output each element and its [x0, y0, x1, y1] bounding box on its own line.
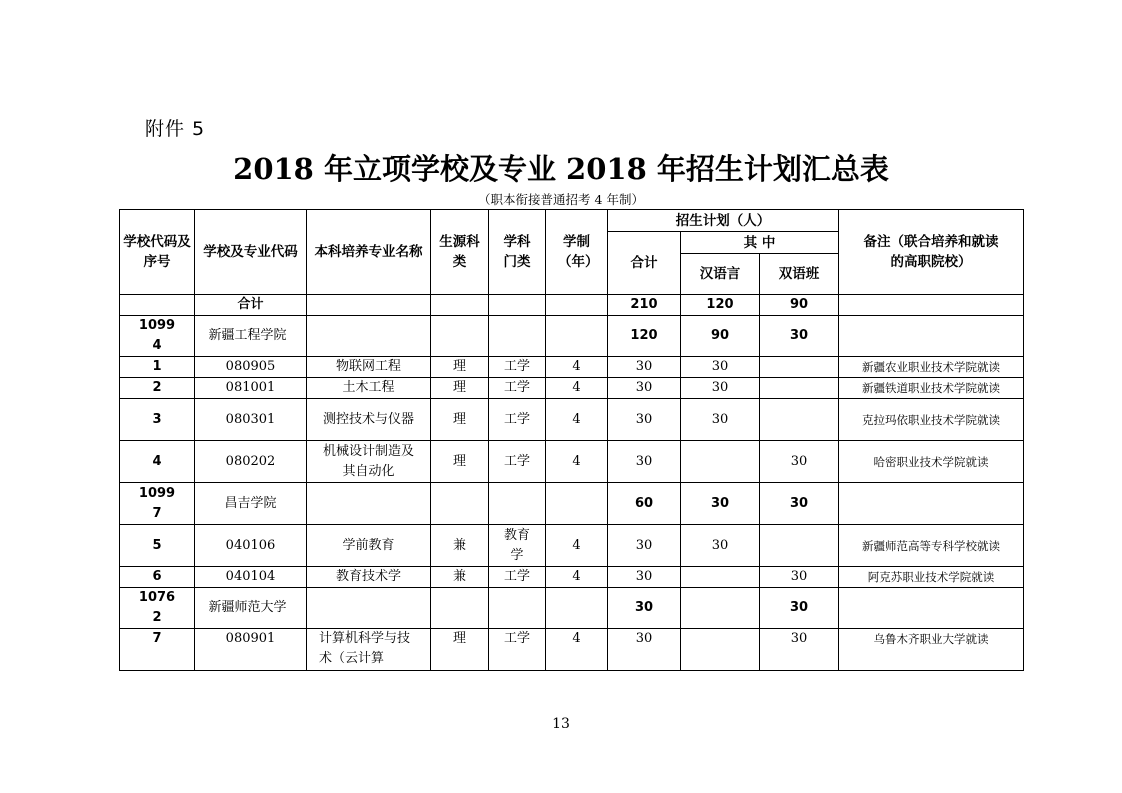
cell-major: 教育技术学 [307, 567, 431, 588]
cell-remarks: 新疆农业职业技术学院就读 [839, 357, 1024, 378]
cell-name: 040104 [195, 567, 307, 588]
cell-name: 081001 [195, 378, 307, 399]
cell-major: 土木工程 [307, 378, 431, 399]
table-row [120, 399, 1024, 441]
cell-type [431, 483, 489, 525]
cell-remarks [839, 483, 1024, 525]
page-subtitle: （职本衔接普通招考 4 年制） [478, 192, 644, 207]
table-row [120, 525, 1024, 567]
cell-years: 4 [546, 399, 608, 441]
cell-chinese [681, 441, 760, 483]
cell-total: 30 [608, 357, 681, 378]
page-number: 13 [552, 716, 570, 732]
cell-major [307, 316, 431, 357]
cell-years: 4 [546, 629, 608, 671]
cell-type: 理 [431, 399, 489, 441]
cell-years [546, 316, 608, 357]
attachment-label: 附件 5 [145, 118, 206, 140]
cell-years: 4 [546, 441, 608, 483]
cell-type: 兼 [431, 525, 489, 567]
cell-discipline: 工学 [489, 567, 546, 588]
cell-discipline: 工学 [489, 357, 546, 378]
table-row [120, 483, 1024, 525]
cell-chinese: 30 [681, 483, 760, 525]
cell-bilingual [760, 378, 839, 399]
cell-chinese: 90 [681, 316, 760, 357]
header-duration: 学制（年） [546, 210, 608, 295]
cell-total: 210 [608, 295, 681, 316]
cell-major [307, 483, 431, 525]
cell-type: 理 [431, 441, 489, 483]
cell-years [546, 295, 608, 316]
table-row [120, 629, 1024, 671]
header-total: 合计 [608, 232, 681, 295]
cell-bilingual: 30 [760, 316, 839, 357]
cell-code: 5 [120, 525, 195, 567]
cell-discipline [489, 316, 546, 357]
cell-code: 2 [120, 378, 195, 399]
cell-chinese: 30 [681, 378, 760, 399]
enrollment-plan-table [119, 209, 1024, 671]
cell-discipline: 工学 [489, 629, 546, 671]
cell-total: 120 [608, 316, 681, 357]
cell-remarks [839, 316, 1024, 357]
cell-discipline: 工学 [489, 378, 546, 399]
cell-major [307, 295, 431, 316]
cell-remarks: 克拉玛依职业技术学院就读 [839, 399, 1024, 441]
cell-bilingual [760, 399, 839, 441]
header-bilingual: 双语班 [760, 254, 839, 295]
page-title: 2018 年立项学校及专业 2018 年招生计划汇总表 [233, 152, 889, 186]
cell-name: 080202 [195, 441, 307, 483]
cell-type [431, 588, 489, 629]
cell-discipline [489, 295, 546, 316]
cell-chinese: 30 [681, 357, 760, 378]
cell-chinese [681, 567, 760, 588]
cell-bilingual: 90 [760, 295, 839, 316]
cell-type: 理 [431, 629, 489, 671]
header-enrollment-plan: 招生计划（人） [608, 210, 839, 232]
cell-major: 计算机科学与技术（云计算 [307, 629, 431, 671]
cell-name: 新疆工程学院 [195, 316, 307, 357]
table-row [120, 357, 1024, 378]
table-row [120, 567, 1024, 588]
cell-code: 4 [120, 441, 195, 483]
cell-major: 机械设计制造及其自动化 [307, 441, 431, 483]
cell-code: 10762 [120, 588, 195, 629]
cell-remarks: 新疆师范高等专科学校就读 [839, 525, 1024, 567]
header-student-type: 生源科类 [431, 210, 489, 295]
cell-remarks [839, 295, 1024, 316]
cell-chinese [681, 588, 760, 629]
cell-chinese: 30 [681, 399, 760, 441]
cell-name: 080905 [195, 357, 307, 378]
cell-total: 30 [608, 441, 681, 483]
cell-total: 30 [608, 525, 681, 567]
cell-discipline: 工学 [489, 399, 546, 441]
table-row [120, 378, 1024, 399]
header-school-major-code: 学校及专业代码 [195, 210, 307, 295]
cell-type: 理 [431, 357, 489, 378]
cell-chinese: 120 [681, 295, 760, 316]
table-row [120, 588, 1024, 629]
cell-years: 4 [546, 357, 608, 378]
cell-total: 30 [608, 629, 681, 671]
cell-major [307, 588, 431, 629]
cell-code: 10997 [120, 483, 195, 525]
cell-discipline: 教育学 [489, 525, 546, 567]
cell-years [546, 483, 608, 525]
cell-code [120, 295, 195, 316]
cell-major: 物联网工程 [307, 357, 431, 378]
header-school-code: 学校代码及序号 [120, 210, 195, 295]
header-remarks: 备注（联合培养和就读的高职院校） [839, 210, 1024, 295]
cell-name: 合计 [195, 295, 307, 316]
cell-major: 学前教育 [307, 525, 431, 567]
cell-total: 30 [608, 567, 681, 588]
table-row [120, 441, 1024, 483]
cell-major: 测控技术与仪器 [307, 399, 431, 441]
cell-bilingual [760, 525, 839, 567]
cell-bilingual: 30 [760, 629, 839, 671]
cell-type [431, 295, 489, 316]
header-major-name: 本科培养专业名称 [307, 210, 431, 295]
cell-code: 3 [120, 399, 195, 441]
cell-name: 080901 [195, 629, 307, 671]
cell-total: 30 [608, 588, 681, 629]
table-row [120, 295, 1024, 316]
cell-remarks [839, 588, 1024, 629]
cell-years: 4 [546, 567, 608, 588]
cell-name: 080301 [195, 399, 307, 441]
cell-total: 30 [608, 399, 681, 441]
cell-code: 1 [120, 357, 195, 378]
cell-type [431, 316, 489, 357]
cell-discipline [489, 483, 546, 525]
cell-discipline [489, 588, 546, 629]
cell-name: 昌吉学院 [195, 483, 307, 525]
cell-total: 30 [608, 378, 681, 399]
cell-code: 6 [120, 567, 195, 588]
cell-years [546, 588, 608, 629]
cell-remarks: 哈密职业技术学院就读 [839, 441, 1024, 483]
cell-type: 理 [431, 378, 489, 399]
cell-name: 040106 [195, 525, 307, 567]
cell-bilingual: 30 [760, 483, 839, 525]
cell-bilingual: 30 [760, 567, 839, 588]
table-row [120, 316, 1024, 357]
cell-type: 兼 [431, 567, 489, 588]
cell-remarks: 阿克苏职业技术学院就读 [839, 567, 1024, 588]
header-among: 其 中 [681, 232, 839, 254]
cell-chinese: 30 [681, 525, 760, 567]
header-discipline: 学科门类 [489, 210, 546, 295]
cell-bilingual: 30 [760, 588, 839, 629]
cell-remarks: 乌鲁木齐职业大学就读 [839, 629, 1024, 671]
cell-chinese [681, 629, 760, 671]
cell-total: 60 [608, 483, 681, 525]
header-chinese: 汉语言 [681, 254, 760, 295]
cell-code: 7 [120, 629, 195, 671]
cell-name: 新疆师范大学 [195, 588, 307, 629]
cell-bilingual [760, 357, 839, 378]
cell-remarks: 新疆铁道职业技术学院就读 [839, 378, 1024, 399]
cell-bilingual: 30 [760, 441, 839, 483]
cell-years: 4 [546, 525, 608, 567]
cell-code: 10994 [120, 316, 195, 357]
cell-years: 4 [546, 378, 608, 399]
cell-discipline: 工学 [489, 441, 546, 483]
